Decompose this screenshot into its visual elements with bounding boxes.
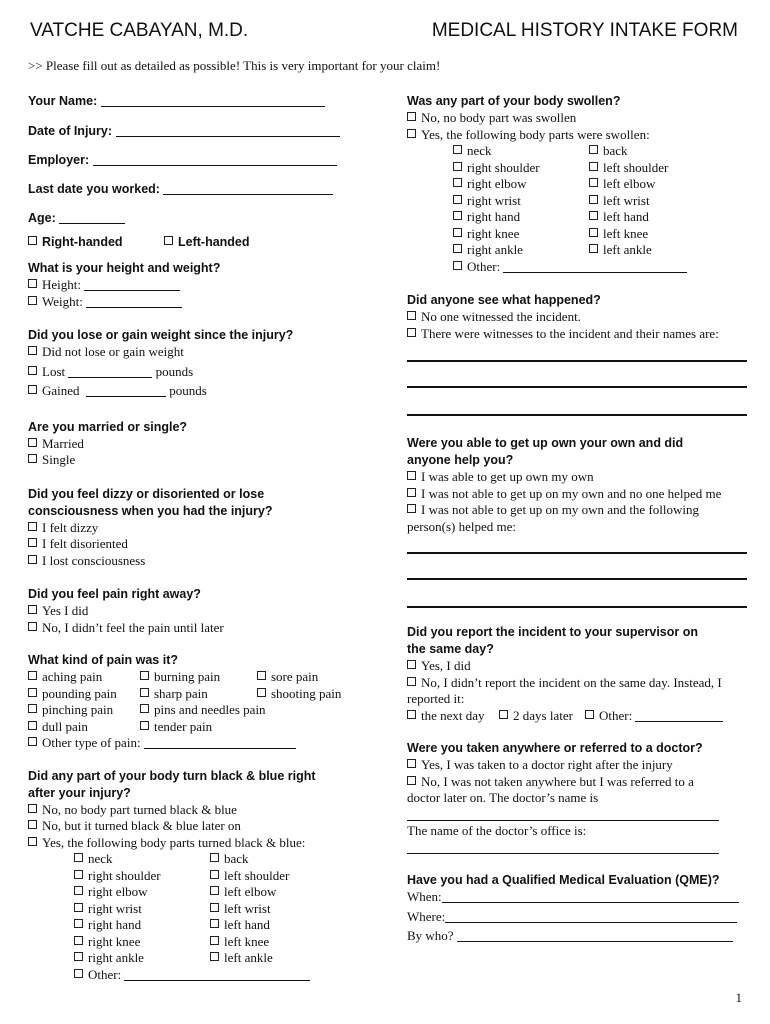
body-part-option[interactable] (74, 901, 210, 918)
checkbox-icon (589, 145, 598, 154)
report-no-line2: reported it: (407, 691, 465, 706)
qme-when-label: When: (407, 889, 442, 904)
body-part-label: right shoulder (88, 867, 161, 883)
next-day-label: the next day (421, 707, 485, 723)
left-handed-checkbox[interactable] (164, 234, 250, 251)
checkbox-icon (407, 311, 416, 320)
getup-helped-option[interactable] (407, 502, 747, 519)
swollen-no-option[interactable] (407, 110, 747, 127)
body-part-label: left wrist (224, 900, 271, 916)
report-yes-label: Yes, I did (421, 658, 471, 673)
burning-pain-label: burning pain (154, 669, 221, 684)
body-part-option[interactable] (74, 868, 210, 885)
checkbox-icon (407, 488, 416, 497)
age-field[interactable] (28, 210, 384, 227)
checkbox-icon (74, 853, 83, 862)
body-part-label: neck (88, 851, 113, 866)
checkbox-icon (74, 870, 83, 879)
body-part-option[interactable] (210, 868, 289, 885)
checkbox-icon (28, 555, 37, 564)
left-handed-label: Left-handed (178, 235, 250, 249)
lost-label: Lost (42, 363, 66, 379)
sharp-pain-option[interactable] (140, 686, 257, 703)
employer-field[interactable] (28, 152, 384, 169)
body-part-row (453, 143, 747, 160)
body-part-option[interactable] (453, 226, 589, 243)
getup-own-label: I was able to get up own my own (421, 469, 594, 484)
shooting-pain-label: shooting pain (271, 685, 342, 701)
checkbox-icon (453, 178, 462, 187)
checkbox-icon (589, 244, 598, 253)
checkbox-icon (28, 721, 37, 730)
married-option[interactable] (28, 436, 384, 453)
checkbox-icon (140, 688, 149, 697)
body-part-option[interactable] (453, 193, 589, 210)
dizzy-option[interactable] (28, 520, 384, 537)
qme-where-label: Where: (407, 908, 446, 924)
report-question-line1: Did you report the incident to your supervisor on (407, 625, 698, 639)
body-part-option[interactable] (210, 950, 273, 967)
bruise-other-label: Other: (88, 966, 122, 982)
body-part-row (74, 917, 384, 934)
sore-pain-label: sore pain (271, 669, 319, 684)
doctor-office-field[interactable] (407, 840, 747, 857)
bruise-later-label: No, but it turned black & blue later on (42, 818, 241, 833)
report-question-line2: the same day? (407, 642, 494, 656)
body-part-row (453, 209, 747, 226)
employer-label: Employer: (28, 153, 90, 167)
bruise-other-option[interactable] (74, 967, 384, 984)
bruise-question-line2: after your injury? (28, 785, 131, 800)
doctor-yes-label: Yes, I was taken to a doctor right after the injury (421, 757, 673, 772)
checkbox-icon (74, 969, 83, 978)
dull-pain-label: dull pain (42, 718, 88, 734)
checkbox-icon (210, 936, 219, 945)
checkbox-icon (74, 886, 83, 895)
body-part-option[interactable] (453, 242, 589, 259)
body-part-option[interactable] (74, 917, 210, 934)
checkbox-icon (589, 228, 598, 237)
qme-who-field[interactable] (407, 928, 747, 945)
qme-where-field[interactable] (407, 909, 747, 926)
checkbox-icon (28, 522, 37, 531)
pain-later-option[interactable] (28, 620, 384, 637)
weight-label: Weight: (42, 293, 83, 309)
body-part-option[interactable] (453, 143, 589, 160)
page-number: 1 (735, 990, 742, 1005)
bruise-yes-option[interactable] (28, 835, 384, 852)
no-witness-option[interactable] (407, 309, 747, 326)
pounding-pain-label: pounding pain (42, 685, 117, 701)
body-part-row (74, 934, 384, 951)
body-part-option[interactable] (589, 242, 652, 259)
report-yes-option[interactable] (407, 658, 747, 675)
body-part-row (74, 851, 384, 868)
qme-who-label: By who? (407, 928, 454, 943)
checkbox-icon (28, 605, 37, 614)
checkbox-icon (407, 776, 416, 785)
checkbox-icon (453, 145, 462, 154)
height-label: Height: (42, 277, 81, 292)
last-date-label: Last date you worked: (28, 182, 160, 196)
form-title: MEDICAL HISTORY INTAKE FORM (431, 20, 738, 41)
checkbox-icon (140, 671, 149, 680)
body-part-option[interactable] (589, 176, 655, 193)
no-weight-change-label: Did not lose or gain weight (42, 344, 184, 359)
checkbox-icon (585, 710, 594, 719)
lost-option[interactable] (28, 364, 384, 381)
pain-kind-question: What kind of pain was it? (28, 653, 178, 667)
body-part-label: left elbow (603, 176, 656, 191)
checkbox-icon (499, 710, 508, 719)
gained-label: Gained (42, 383, 80, 398)
dizzy-question-line1: Did you feel dizzy or disoriented or lose (28, 486, 265, 501)
body-part-row (453, 226, 747, 243)
report-no-label: No, I didn’t report the incident on the same day. Instead, I (421, 674, 722, 690)
pain-yes-option[interactable] (28, 603, 384, 620)
age-label: Age: (28, 211, 56, 225)
getup-question-line2: anyone help you? (407, 453, 514, 467)
getup-nohelp-option[interactable] (407, 486, 747, 503)
aching-pain-option[interactable] (28, 669, 140, 686)
checkbox-icon (453, 211, 462, 220)
body-part-label: left elbow (224, 884, 277, 899)
checkbox-icon (407, 112, 416, 121)
body-part-label: back (603, 143, 628, 158)
checkbox-icon (28, 837, 37, 846)
doctor-referred-option[interactable] (407, 774, 747, 791)
pain-now-question: Did you feel pain right away? (28, 587, 201, 601)
checkbox-icon (407, 504, 416, 513)
body-part-row (453, 242, 747, 259)
body-part-option[interactable] (210, 884, 276, 901)
body-part-row (74, 950, 384, 967)
swollen-other-option[interactable] (453, 259, 747, 276)
qme-when-field[interactable] (407, 889, 747, 906)
checkbox-icon (28, 366, 37, 375)
qme-question: Have you had a Qualified Medical Evaluation (QME)? (407, 873, 720, 887)
pounds-label: pounds (155, 363, 194, 379)
bruise-question-line1: Did any part of your body turn black & blue right (28, 768, 316, 783)
swollen-question: Was any part of your body swollen? (407, 94, 621, 108)
checkbox-icon (74, 936, 83, 945)
checkbox-icon (28, 296, 37, 305)
body-part-option[interactable] (453, 209, 589, 226)
body-part-label: left shoulder (603, 159, 669, 175)
doctor-name: VATCHE CABAYAN, M.D. (30, 20, 249, 41)
body-part-label: right knee (467, 225, 520, 241)
body-part-label: left knee (603, 225, 649, 241)
checkbox-icon (407, 759, 416, 768)
body-part-row (74, 884, 384, 901)
swollen-yes-option[interactable] (407, 127, 747, 144)
body-part-label: neck (467, 143, 492, 158)
checkbox-icon (28, 622, 37, 631)
checkbox-icon (589, 162, 598, 171)
married-label: Married (42, 435, 84, 451)
body-part-row (74, 901, 384, 918)
body-part-option[interactable] (74, 934, 210, 951)
single-option[interactable] (28, 452, 384, 469)
doctor-office-label: The name of the doctor’s office is: (407, 823, 587, 838)
no-witness-label: No one witnessed the incident. (421, 309, 581, 324)
checkbox-icon (28, 454, 37, 463)
body-part-label: right wrist (467, 192, 521, 208)
intro-text: >> Please fill out as detailed as possible! This is very important for your claim! (28, 58, 441, 73)
checkbox-icon (28, 279, 37, 288)
disoriented-label: I felt disoriented (42, 536, 128, 551)
body-part-label: right wrist (88, 900, 142, 916)
unconscious-label: I lost consciousness (42, 552, 146, 568)
checkbox-icon (407, 710, 416, 719)
other-pain-label: Other type of pain: (42, 735, 141, 750)
checkbox-icon (407, 660, 416, 669)
body-part-option[interactable] (453, 160, 589, 177)
pins-needles-label: pins and needles pain (154, 702, 266, 717)
swollen-other-label: Other: (467, 258, 501, 274)
body-part-option[interactable] (210, 934, 269, 951)
witness-yes-option[interactable] (407, 326, 747, 343)
swollen-yes-label: Yes, the following body parts were swollen: (421, 126, 650, 142)
checkbox-icon (407, 677, 416, 686)
checkbox-icon (74, 952, 83, 961)
date-injury-field[interactable] (28, 123, 384, 140)
two-days-label: 2 days later (513, 707, 573, 723)
checkbox-icon (28, 804, 37, 813)
other-pain-option[interactable] (28, 735, 384, 752)
height-weight-question: What is your height and weight? (28, 261, 221, 275)
witness-yes-label: There were witnesses to the incident and their names are: (421, 325, 719, 341)
body-part-option[interactable] (74, 950, 210, 967)
body-part-label: right hand (467, 209, 521, 224)
body-part-label: back (224, 851, 249, 866)
body-part-option[interactable] (210, 917, 270, 934)
checkbox-icon (257, 688, 266, 697)
body-part-label: right ankle (467, 242, 523, 257)
body-part-row (74, 868, 384, 885)
aching-pain-label: aching pain (42, 669, 103, 684)
bruise-no-option[interactable] (28, 802, 384, 819)
getup-helped-line2: person(s) helped me: (407, 518, 517, 534)
report-no-option[interactable] (407, 675, 747, 692)
body-part-option[interactable] (210, 851, 249, 868)
checkbox-icon (453, 195, 462, 204)
right-handed-checkbox[interactable] (28, 234, 164, 251)
checkbox-icon (28, 737, 37, 746)
weight-change-question: Did you lose or gain weight since the injury? (28, 328, 294, 342)
witness-question: Did anyone see what happened? (407, 293, 601, 307)
doctor-name-field[interactable] (407, 807, 747, 824)
next-day-option[interactable] (407, 708, 499, 725)
last-date-field[interactable] (28, 181, 384, 198)
checkbox-icon (589, 178, 598, 187)
checkbox-icon (210, 903, 219, 912)
checkbox-icon (28, 704, 37, 713)
body-part-option[interactable] (589, 193, 650, 210)
single-label: Single (42, 452, 76, 467)
checkbox-icon (210, 870, 219, 879)
unconscious-option[interactable] (28, 553, 384, 570)
body-part-label: left shoulder (224, 867, 290, 883)
checkbox-icon (140, 721, 149, 730)
checkbox-icon (589, 211, 598, 220)
getup-helped-label: I was not able to get up on my own and the following (421, 502, 700, 517)
checkbox-icon (210, 853, 219, 862)
checkbox-icon (28, 346, 37, 355)
tender-pain-label: tender pain (154, 718, 213, 734)
body-part-label: left knee (224, 933, 270, 949)
bruise-yes-label: Yes, the following body parts turned black & blue: (42, 834, 306, 850)
checkbox-icon (28, 538, 37, 547)
body-part-option[interactable] (74, 851, 210, 868)
report-other-label: Other: (599, 707, 633, 723)
checkbox-icon (453, 228, 462, 237)
body-part-label: left wrist (603, 192, 650, 208)
checkbox-icon (210, 919, 219, 928)
right-handed-label: Right-handed (42, 235, 123, 249)
body-part-option[interactable] (210, 901, 271, 918)
checkbox-icon (407, 471, 416, 480)
name-label: Your Name: (28, 94, 98, 108)
body-part-option[interactable] (589, 160, 668, 177)
doctor-question: Were you taken anywhere or referred to a doctor? (407, 741, 703, 755)
checkbox-icon (28, 385, 37, 394)
checkbox-icon (407, 129, 416, 138)
checkbox-icon (210, 886, 219, 895)
body-part-option[interactable] (74, 884, 210, 901)
dizzy-question-line2: consciousness when you had the injury? (28, 503, 273, 518)
marital-question: Are you married or single? (28, 419, 188, 434)
body-part-label: left hand (603, 209, 649, 224)
swollen-parts-list (453, 143, 747, 259)
name-field[interactable] (28, 93, 384, 110)
bruise-later-option[interactable] (28, 818, 384, 835)
checkbox-icon (140, 704, 149, 713)
burning-pain-option[interactable] (140, 669, 257, 686)
checkbox-icon (210, 952, 219, 961)
report-other-option[interactable] (585, 708, 723, 725)
checkbox-icon (28, 438, 37, 447)
body-part-label: right ankle (88, 950, 144, 965)
getup-nohelp-label: I was not able to get up on my own and no one helped me (421, 485, 722, 501)
dull-pain-option[interactable] (28, 719, 140, 736)
disoriented-option[interactable] (28, 536, 384, 553)
body-part-row (453, 160, 747, 177)
checkbox-icon (74, 919, 83, 928)
bruise-no-label: No, no body part turned black & blue (42, 801, 237, 817)
pins-needles-option[interactable] (140, 702, 266, 719)
sore-pain-option[interactable] (257, 669, 318, 686)
body-part-label: right shoulder (467, 159, 540, 175)
pain-yes-label: Yes I did (42, 603, 89, 618)
two-days-option[interactable] (499, 708, 585, 725)
checkbox-icon (453, 162, 462, 171)
dizzy-label: I felt dizzy (42, 519, 99, 535)
body-part-label: right elbow (467, 176, 527, 191)
shooting-pain-option[interactable] (257, 686, 341, 703)
body-part-option[interactable] (453, 176, 589, 193)
body-part-label: left ankle (224, 950, 273, 965)
doctor-yes-option[interactable] (407, 757, 747, 774)
body-part-option[interactable] (589, 143, 628, 160)
checkbox-icon (407, 328, 416, 337)
pounds-label: pounds (169, 383, 207, 398)
bruise-parts-list (74, 851, 384, 967)
body-part-label: right elbow (88, 884, 148, 899)
checkbox-icon (28, 688, 37, 697)
checkbox-icon (164, 236, 173, 245)
body-part-label: left ankle (603, 242, 652, 257)
body-part-label: left hand (224, 917, 270, 932)
pinching-pain-option[interactable] (28, 702, 140, 719)
checkbox-icon (589, 195, 598, 204)
sharp-pain-label: sharp pain (154, 685, 208, 701)
body-part-option[interactable] (589, 209, 649, 226)
body-part-label: right hand (88, 917, 142, 932)
doctor-referred-label: No, I was not taken anywhere but I was referred to a (421, 773, 694, 789)
body-part-row (453, 176, 747, 193)
tender-pain-option[interactable] (140, 719, 212, 736)
weight-option[interactable] (28, 294, 384, 311)
pain-later-label: No, I didn’t feel the pain until later (42, 619, 224, 635)
no-weight-change-option[interactable] (28, 344, 384, 361)
getup-own-option[interactable] (407, 469, 747, 486)
checkbox-icon (74, 903, 83, 912)
checkbox-icon (28, 820, 37, 829)
getup-question-line1: Were you able to get up own your own and did (407, 436, 684, 450)
right-column (407, 93, 747, 945)
swollen-no-label: No, no body part was swollen (421, 110, 577, 125)
checkbox-icon (453, 244, 462, 253)
date-injury-label: Date of Injury: (28, 124, 113, 138)
height-option[interactable] (28, 277, 384, 294)
checkbox-icon (28, 236, 37, 245)
doctor-name-line: doctor later on. The doctor’s name is (407, 790, 599, 805)
pinching-pain-label: pinching pain (42, 702, 114, 717)
left-column (28, 93, 384, 983)
pounding-pain-option[interactable] (28, 686, 140, 703)
checkbox-icon (28, 671, 37, 680)
gained-option[interactable] (28, 383, 384, 400)
body-part-label: right knee (88, 933, 141, 949)
checkbox-icon (257, 671, 266, 680)
checkbox-icon (453, 261, 462, 270)
body-part-option[interactable] (589, 226, 648, 243)
body-part-row (453, 193, 747, 210)
